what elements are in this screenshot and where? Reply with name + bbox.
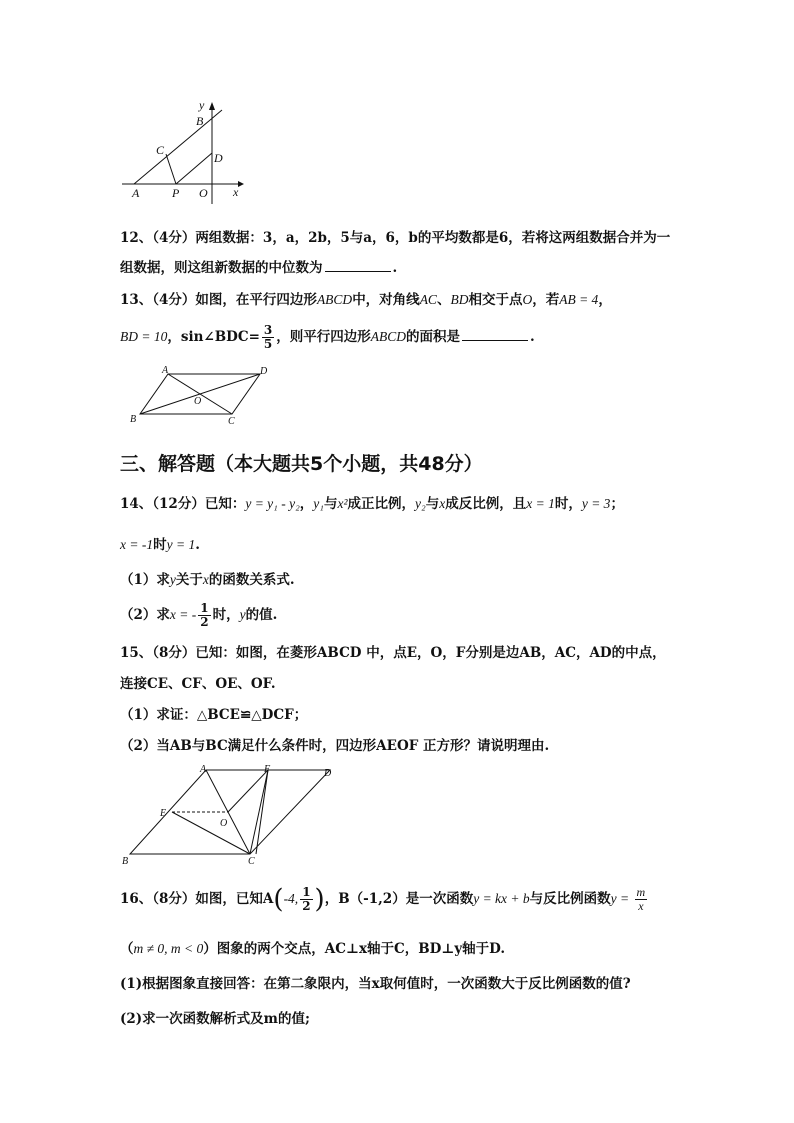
q14-text-a: 14、（12分）已知： (120, 496, 246, 512)
q13-sin-label: ，sin∠BDC= (167, 329, 260, 345)
label-b: B (196, 114, 204, 128)
label-d: D (260, 366, 268, 377)
q14-sub1-a: （1）求 (120, 572, 170, 588)
q13-bd: BD (450, 292, 469, 307)
q14-y2: y₂ (415, 496, 426, 511)
diagonal-bd (140, 374, 260, 414)
label-o: O (194, 396, 202, 407)
label-o: O (199, 186, 208, 200)
q14-sub2 (120, 600, 277, 630)
x-axis-arrow (238, 181, 244, 187)
y-axis-arrow (209, 102, 215, 110)
q15-line1: 15、（8分）已知：如图，在菱形ABCD 中，点E，O，F分别是边AB，AC，AD的中点， (120, 645, 666, 661)
label-f: F (264, 764, 271, 775)
q14-sub2-x: x = - (169, 607, 197, 622)
segment-ce (172, 812, 250, 854)
q13-o: O (522, 292, 533, 307)
q13-text-b: 中，对角线 (352, 292, 420, 308)
q16-text-a: 16、（8分）如图，已知A (120, 891, 274, 907)
q14-expr1: y = y₁ - y₂ (245, 496, 300, 511)
label-d: D (324, 768, 332, 779)
q16-a-fraction (300, 886, 312, 913)
segment-cp (166, 154, 176, 184)
q16-paren-open: ( (273, 884, 284, 915)
line-ab (134, 110, 222, 184)
q13-sep: 、 (436, 292, 451, 308)
label-o: O (220, 818, 228, 829)
parallelogram-figure (128, 362, 274, 426)
q16-line2 (120, 939, 505, 959)
q14-when2: 时 (153, 537, 167, 553)
q14-sub2-num: 1 (200, 601, 209, 615)
q14-line2 (120, 535, 200, 555)
q13-bd-eq: BD = 10 (120, 329, 168, 344)
q14-sub2-b: 时， (212, 607, 240, 623)
segment-pd (176, 153, 212, 184)
label-b: B (130, 414, 137, 425)
q13-abcd: ABCD (316, 292, 353, 307)
q13-answer-blank[interactable] (462, 328, 528, 341)
q15-sub1: （1）求证：△BCE≌△DCF； (120, 707, 308, 723)
q14-val2: y = 1 (166, 537, 196, 552)
q14-x: x (439, 496, 446, 511)
q14-when: 时， (554, 496, 582, 512)
q14-sub2-a: （2）求 (120, 607, 170, 623)
q14-sub2-den: 2 (200, 615, 209, 629)
q16-sub2: (2)求一次函数解析式及m的值; (120, 1011, 310, 1027)
q16-inverse-fraction (635, 886, 648, 913)
q14-dot: . (195, 537, 200, 553)
q16-inverse-lhs: y = (610, 891, 633, 906)
q13-period: . (530, 329, 535, 345)
q13-text-a: 13、（4分）如图，在平行四边形 (120, 292, 317, 308)
q14-prop2: 成反比例，且 (445, 496, 527, 512)
q13-text-f: 的面积是 (406, 329, 460, 345)
q15-sub2: （2）当AB与BC满足什么条件时，四边形AEOF 正方形？请说明理由. (120, 738, 550, 754)
label-p: P (172, 186, 180, 200)
q16-linear-expr: y = kx + b (473, 891, 530, 906)
label-e: E (160, 808, 167, 819)
q14-comma: ， (299, 496, 314, 512)
section-heading: 三、解答题（本大题共5个小题，共48分） (120, 453, 483, 475)
coordinate-figure (118, 96, 248, 204)
q16-inverse-num: m (636, 885, 646, 899)
label-c: C (248, 856, 255, 867)
q16-inverse-den: x (638, 899, 644, 913)
q16-text-c: 与反比例函数 (529, 891, 611, 907)
q14-sub2-fraction (198, 602, 210, 629)
segment-of (228, 770, 268, 812)
q14-sub1-x: x (202, 572, 209, 587)
label-a: A (162, 365, 169, 376)
q16-a-den: 2 (302, 899, 311, 913)
label-b: B (122, 856, 129, 867)
q13-line1 (120, 290, 612, 310)
q14-with2: 与 (425, 496, 440, 512)
label-x: x (233, 185, 239, 199)
q16-sub1: (1)根据图象直接回答：在第二象限内，当x取何值时，一次函数大于反比例函数的值? (120, 976, 631, 992)
label-c: C (228, 416, 235, 426)
q14-line1 (120, 494, 624, 514)
q16-text-e: ）图象的两个交点，AC⊥x轴于C，BD⊥y轴于D. (203, 941, 506, 957)
q13-sin-den: 5 (263, 337, 273, 351)
q14-semi: ； (610, 496, 624, 512)
q14-with1: 与 (323, 496, 338, 512)
label-c: C (156, 143, 165, 157)
q16-line1 (120, 882, 649, 916)
q16-condition: m ≠ 0, m < 0 (133, 941, 204, 956)
label-a: A (200, 764, 207, 775)
rhombus-figure (118, 762, 340, 868)
q13-ab-eq: AB = 4 (559, 292, 599, 307)
q13-ac: AC (419, 292, 437, 307)
q13-text-c: 相交于点 (468, 292, 523, 308)
q14-sub1-b: 关于 (175, 572, 203, 588)
q14-y1: y₁ (313, 496, 324, 511)
q16-text-b: ，B（-1,2）是一次函数 (324, 891, 474, 907)
q13-comma: ， (598, 292, 612, 308)
q14-sub1-c: 的函数关系式. (208, 572, 295, 588)
q16-text-d: （ (120, 941, 134, 957)
q12-line2 (120, 258, 397, 278)
q14-sub1 (120, 570, 295, 590)
q12-line1: 12、（4分）两组数据：3，a，2b，5与a，6，b的平均数都是6，若将这两组数据合并为一 (120, 230, 671, 246)
q13-sin-fraction (262, 324, 274, 351)
q14-sub2-c: 的值. (245, 607, 278, 623)
q12-answer-blank[interactable] (325, 259, 391, 272)
q13-text-d: ，若 (532, 292, 560, 308)
q16-a-x: -4, (283, 891, 299, 906)
q12-period: . (392, 260, 398, 276)
q14-prop1: 成正比例， (347, 496, 416, 512)
q16-paren-close: ) (314, 884, 325, 915)
label-y: y (199, 98, 205, 112)
q14-cond2: x = -1 (120, 537, 154, 552)
q14-x2: x² (337, 496, 348, 511)
q13-text-e: ，则平行四边形 (276, 329, 371, 345)
q14-sub2-y: y (239, 607, 246, 622)
q12-text: 组数据，则这组新数据的中位数为 (120, 260, 323, 276)
label-d: D (214, 151, 223, 165)
q13-line2 (120, 322, 535, 352)
q14-sub1-y: y (169, 572, 176, 587)
q13-abcd-2: ABCD (370, 329, 406, 344)
q15-line2: 连接CE、CF、OE、OF. (120, 676, 276, 692)
q16-a-num: 1 (302, 885, 311, 899)
q13-sin-num: 3 (263, 323, 273, 337)
label-a: A (132, 186, 140, 200)
q14-val1: y = 3 (581, 496, 611, 511)
q14-cond1: x = 1 (526, 496, 555, 511)
segment-cf (250, 770, 268, 854)
